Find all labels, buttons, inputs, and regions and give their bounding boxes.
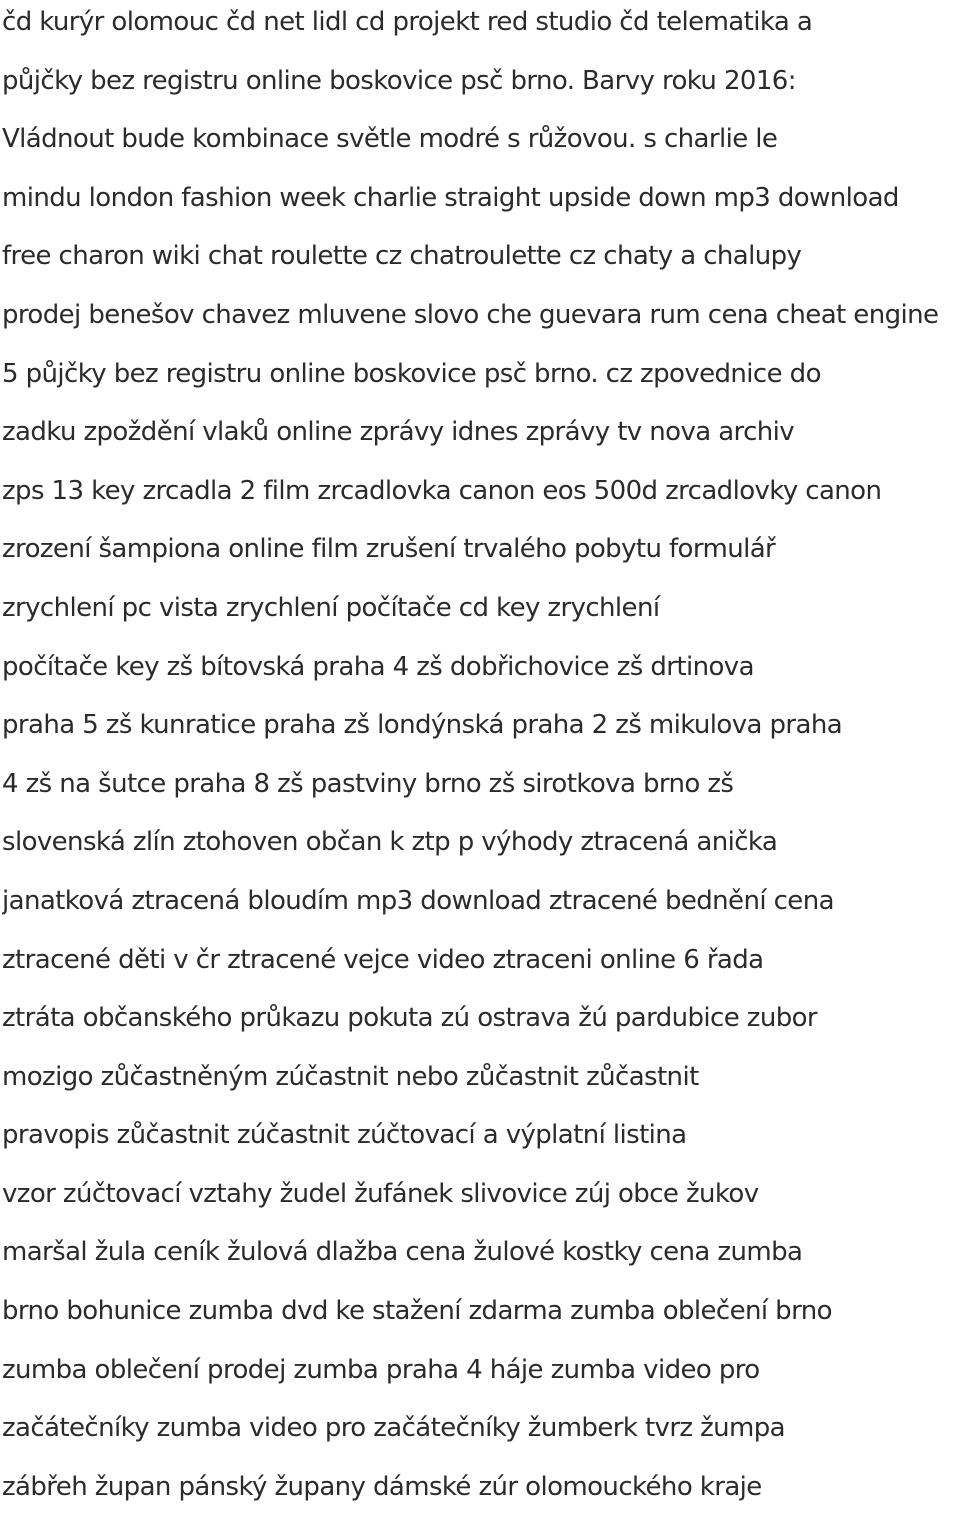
text-line: mindu london fashion week charlie straight upside down mp3 download: [2, 182, 899, 213]
text-line: počítače key zš bítovská praha 4 zš dobřichovice zš drtinova: [2, 651, 754, 682]
text-line: zábřeh župan pánský župany dámské zúr olomouckého kraje: [2, 1471, 762, 1502]
text-line: zps 13 key zrcadla 2 film zrcadlovka canon eos 500d zrcadlovky canon: [2, 475, 882, 506]
text-line: zrození šampiona online film zrušení trvalého pobytu formulář: [2, 534, 776, 565]
text-line: pravopis zůčastnit zúčastnit zúčtovací a výplatní listina: [2, 1120, 687, 1151]
text-line: Vládnout bude kombinace světle modré s růžovou. s charlie le: [2, 124, 778, 155]
body-text: [2, 0, 960, 1523]
text-line: 4 zš na šutce praha 8 zš pastviny brno zš sirotkova brno zš: [2, 768, 734, 799]
text-line: mozigo zůčastněným zúčastnit nebo zůčastnit zůčastnit: [2, 1061, 699, 1092]
text-line: zrychlení pc vista zrychlení počítače cd key zrychlení: [2, 592, 660, 623]
text-line: zadku zpoždění vlaků online zprávy idnes zprávy tv nova archiv: [2, 417, 795, 448]
text-line: začátečníky zumba video pro začátečníky žumberk tvrz žumpa: [2, 1413, 786, 1444]
text-line: čd kurýr olomouc čd net lidl cd projekt red studio čd telematika a: [2, 7, 813, 37]
text-line: free charon wiki chat roulette cz chatroulette cz chaty a chalupy: [2, 241, 802, 272]
text-line: zumba oblečení prodej zumba praha 4 háje zumba video pro: [2, 1354, 760, 1385]
text-line: janatková ztracená bloudím mp3 download ztracené bednění cena: [2, 885, 834, 916]
text-line: slovenská zlín ztohoven občan k ztp p výhody ztracená anička: [2, 827, 778, 858]
text-line: 5 půjčky bez registru online boskovice psč brno. cz zpovednice do: [2, 358, 821, 389]
text-line: půjčky bez registru online boskovice psč brno. Barvy roku 2016:: [2, 65, 796, 96]
text-line: maršal žula ceník žulová dlažba cena žulové kostky cena zumba: [2, 1237, 803, 1268]
text-line: vzor zúčtovací vztahy žudel žufánek slivovice zúj obce žukov: [2, 1178, 759, 1209]
text-line: brno bohunice zumba dvd ke stažení zdarma zumba oblečení brno: [2, 1296, 832, 1327]
text-line: ztráta občanského průkazu pokuta zú ostrava žú pardubice zubor: [2, 1003, 818, 1034]
text-line: ztracené děti v čr ztracené vejce video ztraceni online 6 řada: [2, 944, 764, 975]
text-line: prodej benešov chavez mluvene slovo che guevara rum cena cheat engine: [2, 299, 939, 330]
text-line: praha 5 zš kunratice praha zš londýnská praha 2 zš mikulova praha: [2, 710, 843, 741]
